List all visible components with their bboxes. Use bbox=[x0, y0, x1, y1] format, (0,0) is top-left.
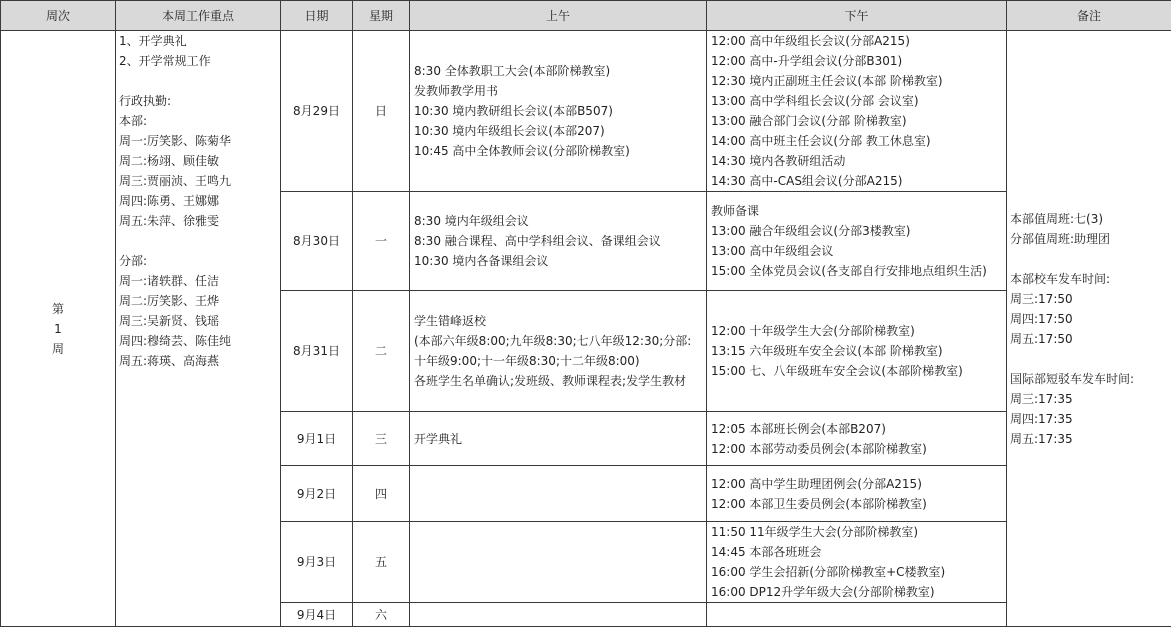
morning-cell bbox=[410, 291, 707, 412]
date-cell: 8月30日 bbox=[281, 192, 353, 291]
duty-entry: 周五:朱萍、徐雅雯 bbox=[119, 214, 220, 228]
week-label-suffix: 周 bbox=[51, 341, 64, 356]
date-cell: 9月2日 bbox=[281, 466, 353, 522]
schedule-entry: 14:30 境内各教研组活动 bbox=[711, 154, 846, 168]
date-cell: 8月29日 bbox=[281, 31, 353, 192]
schedule-entry: 13:00 高中学科组长会议(分部 会议室) bbox=[711, 94, 919, 108]
schedule-entry: 13:00 融合年级组会议(分部3楼教室) bbox=[711, 224, 911, 238]
bus-time: 周五:17:50 bbox=[1010, 331, 1073, 346]
weekday-cell: 六 bbox=[353, 603, 410, 627]
date-cell: 9月1日 bbox=[281, 412, 353, 466]
date-cell: 8月31日 bbox=[281, 291, 353, 412]
duty-entry: 周四:陈勇、王娜娜 bbox=[119, 194, 220, 208]
schedule-entry: 12:00 高中学生助理团例会(分部A215) bbox=[711, 476, 922, 491]
schedule-entry: 8:30 融合课程、高中学科组会议、备课组会议 bbox=[414, 234, 661, 248]
date-cell: 9月3日 bbox=[281, 522, 353, 603]
morning-cell bbox=[410, 412, 707, 466]
schedule-entry: 11:50 11年级学生大会(分部阶梯教室) bbox=[711, 525, 919, 539]
schedule-entry: 10:45 高中全体教师会议(分部阶梯教室) bbox=[414, 144, 630, 158]
schedule-entry: 12:00 高中年级组长会议(分部A215) bbox=[711, 34, 910, 48]
header-afternoon: 下午 bbox=[707, 1, 1007, 31]
afternoon-cell bbox=[707, 291, 1007, 412]
schedule-entry: 12:00 十年级学生大会(分部阶梯教室) bbox=[711, 324, 915, 338]
morning-cell bbox=[410, 522, 707, 603]
schedule-entry: 教师备课 bbox=[711, 204, 760, 218]
focus-item: 1、开学典礼 bbox=[119, 34, 187, 48]
duty-entry: 周五:蒋瑛、高海燕 bbox=[119, 354, 220, 368]
schedule-entry: 学生错峰返校 bbox=[414, 314, 487, 328]
schedule-entry: 12:00 本部劳动委员例会(本部阶梯教室) bbox=[711, 441, 927, 456]
duty-entry: 周三:贾丽浈、王鸣九 bbox=[119, 174, 232, 188]
afternoon-cell bbox=[707, 412, 1007, 466]
duty-entry: 周四:穆绮芸、陈佳纯 bbox=[119, 334, 232, 348]
schedule-entry: 13:15 六年级班车安全会议(本部 阶梯教室) bbox=[711, 344, 943, 358]
schedule-entry: 14:00 高中班主任会议(分部 教工休息室) bbox=[711, 134, 931, 148]
header-weekday: 星期 bbox=[353, 1, 410, 31]
bus-time: 周三:17:50 bbox=[1010, 291, 1073, 306]
header-date: 日期 bbox=[281, 1, 353, 31]
afternoon-cell bbox=[707, 522, 1007, 603]
intl-shuttle-time: 周三:17:35 bbox=[1010, 391, 1073, 406]
week-number-cell bbox=[1, 31, 116, 627]
schedule-entry: 开学典礼 bbox=[414, 431, 463, 446]
weekday-cell: 五 bbox=[353, 522, 410, 603]
schedule-entry: 10:30 境内各备课组会议 bbox=[414, 254, 549, 268]
morning-cell bbox=[410, 603, 707, 627]
duty-entry: 周三:吴新贤、钱瑶 bbox=[119, 314, 220, 328]
notes-entry: 本部值周班:七(3) bbox=[1010, 211, 1104, 226]
schedule-entry: 14:45 本部各班班会 bbox=[711, 545, 822, 559]
duty-entry: 周一:诸轶群、任洁 bbox=[119, 274, 220, 288]
schedule-entry: 12:05 本部班长例会(本部B207) bbox=[711, 421, 886, 436]
schedule-entry: 发教师教学用书 bbox=[414, 84, 499, 98]
afternoon-cell bbox=[707, 31, 1007, 192]
afternoon-cell bbox=[707, 603, 1007, 627]
schedule-entry: 10:30 境内教研组长会议(本部B507) bbox=[414, 104, 613, 118]
duty-entry: 周一:厉笑影、陈菊华 bbox=[119, 134, 232, 148]
morning-cell bbox=[410, 192, 707, 291]
schedule-entry: 16:00 学生会招新(分部阶梯教室+C楼教室) bbox=[711, 565, 946, 579]
admin-duty-title: 行政执勤: bbox=[119, 94, 172, 108]
header-morning: 上午 bbox=[410, 1, 707, 31]
morning-cell bbox=[410, 466, 707, 522]
weekday-cell: 三 bbox=[353, 412, 410, 466]
schedule-entry: 16:00 DP12升学年级大会(分部阶梯教室) bbox=[711, 585, 935, 599]
schedule-entry: 12:00 高中-升学组会议(分部B301) bbox=[711, 54, 903, 68]
schedule-entry: 10:30 境内年级组长会议(本部207) bbox=[414, 124, 605, 138]
branch-campus-title: 分部: bbox=[119, 254, 148, 268]
notes-cell bbox=[1007, 31, 1171, 627]
schedule-entry: 各班学生名单确认;发班级、教师课程表;发学生教材 bbox=[414, 374, 687, 388]
schedule-entry: 13:00 融合部门会议(分部 阶梯教室) bbox=[711, 114, 907, 128]
morning-cell bbox=[410, 31, 707, 192]
schedule-entry: 15:00 七、八年级班车安全会议(本部阶梯教室) bbox=[711, 364, 963, 378]
bus-title: 本部校车发车时间: bbox=[1010, 271, 1111, 286]
schedule-entry: 8:30 境内年级组会议 bbox=[414, 214, 529, 228]
schedule-entry: 12:00 本部卫生委员例会(本部阶梯教室) bbox=[711, 496, 927, 511]
main-campus-title: 本部: bbox=[119, 114, 148, 128]
header-week: 周次 bbox=[1, 1, 116, 31]
schedule-entry: 15:00 全体党员会议(各支部自行安排地点组织生活) bbox=[711, 264, 987, 278]
intl-shuttle-time: 周五:17:35 bbox=[1010, 431, 1073, 446]
weekday-cell: 一 bbox=[353, 192, 410, 291]
notes-entry: 分部值周班:助理团 bbox=[1010, 231, 1111, 246]
weekday-cell: 四 bbox=[353, 466, 410, 522]
date-cell: 9月4日 bbox=[281, 603, 353, 627]
intl-shuttle-title: 国际部短驳车发车时间: bbox=[1010, 371, 1135, 386]
week-label-prefix: 第 bbox=[51, 301, 64, 316]
afternoon-cell bbox=[707, 192, 1007, 291]
header-row bbox=[1, 1, 1171, 31]
schedule-entry: 14:30 高中-CAS组会议(分部A215) bbox=[711, 174, 903, 188]
duty-entry: 周二:杨翊、顾佳敏 bbox=[119, 154, 220, 168]
week-label-number: 1 bbox=[54, 321, 62, 336]
schedule-entry: (本部六年级8:00;九年级8:30;七八年级12:30;分部:十年级9:00;十一年级8:30;十二年级8:00) bbox=[414, 334, 692, 368]
weekday-cell: 二 bbox=[353, 291, 410, 412]
day-row bbox=[1, 31, 1171, 192]
afternoon-cell bbox=[707, 466, 1007, 522]
header-notes: 备注 bbox=[1007, 1, 1171, 31]
focus-item: 2、开学常规工作 bbox=[119, 54, 211, 68]
intl-shuttle-time: 周四:17:35 bbox=[1010, 411, 1073, 426]
header-focus: 本周工作重点 bbox=[116, 1, 281, 31]
bus-time: 周四:17:50 bbox=[1010, 311, 1073, 326]
schedule-entry: 13:00 高中年级组会议 bbox=[711, 244, 834, 258]
weekday-cell: 日 bbox=[353, 31, 410, 192]
duty-entry: 周二:厉笑影、王烨 bbox=[119, 294, 220, 308]
week-focus-cell bbox=[116, 31, 281, 627]
schedule-entry: 8:30 全体教职工大会(本部阶梯教室) bbox=[414, 64, 611, 78]
schedule-entry: 12:30 境内正副班主任会议(本部 阶梯教室) bbox=[711, 74, 943, 88]
